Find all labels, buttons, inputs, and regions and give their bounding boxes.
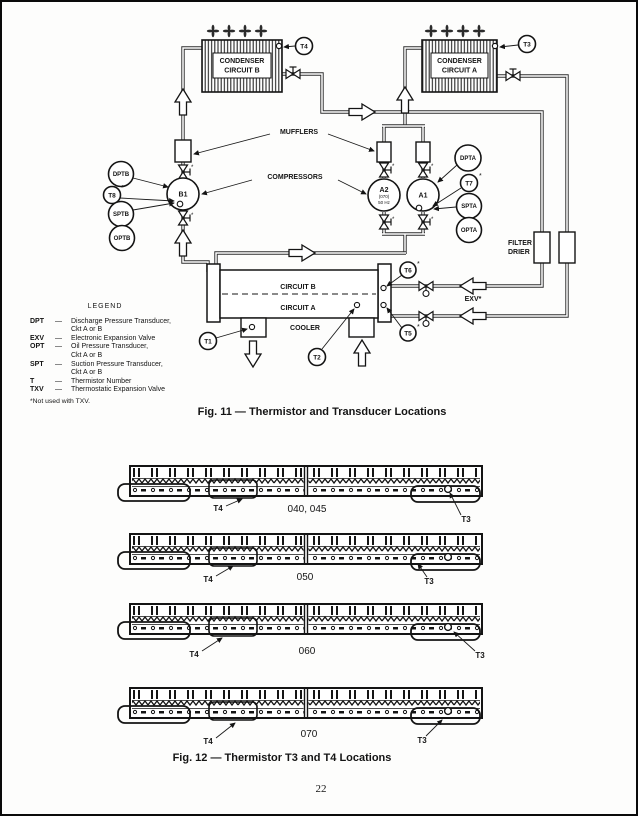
compressor-a2 — [368, 179, 400, 211]
svg-text:OPTA: OPTA — [460, 228, 478, 234]
flow-arrow-icon — [349, 104, 375, 120]
pipe-circuit-a-liquid — [497, 76, 567, 234]
pipe-a-riser — [405, 48, 422, 126]
fan-icon — [425, 25, 437, 37]
muffler-a1 — [416, 142, 430, 162]
legend-row: SPT — Suction Pressure Transducer, — [30, 360, 163, 368]
legend-row-cont: Ckt A or B — [71, 326, 103, 334]
svg-text:*: * — [191, 213, 194, 219]
fan-icon — [473, 25, 485, 37]
flow-arrow-icon — [289, 245, 315, 261]
legend-row: OPT — Oil Pressure Transducer, — [30, 343, 149, 351]
valve-icon — [179, 211, 191, 225]
svg-text:CIRCUIT A: CIRCUIT A — [441, 67, 478, 75]
svg-text:T4: T4 — [300, 43, 308, 51]
filter-drier-a — [559, 232, 575, 263]
legend-row: T — Thermistor Number — [30, 377, 132, 385]
thermistor-t3 — [500, 36, 536, 53]
svg-text:T1: T1 — [204, 338, 212, 346]
legend-row-cont: Ckt A or B — [71, 351, 103, 359]
t3-probe — [492, 43, 497, 48]
svg-text:FILTER: FILTER — [508, 240, 532, 247]
fan-icon — [457, 25, 469, 37]
valve-icon — [419, 163, 431, 177]
flow-arrow-icon — [460, 308, 486, 324]
svg-text:*: * — [392, 217, 395, 223]
svg-text:CIRCUIT B: CIRCUIT B — [224, 67, 260, 75]
svg-text:SPTA: SPTA — [461, 204, 477, 210]
filter-drier-b — [534, 232, 550, 263]
unit-size-label: 070 — [300, 729, 318, 740]
fig12-caption: Fig. 12 — Thermistor T3 and T4 Locations — [172, 752, 392, 764]
exv-valve-icon — [419, 282, 433, 297]
unit-060 — [118, 604, 485, 660]
compressor-a1 — [407, 179, 439, 211]
exv-valve-icon — [419, 312, 433, 327]
svg-text:*: * — [431, 217, 434, 223]
legend-footnote: *Not used with TXV. — [30, 397, 91, 405]
t3-location-label: T3 — [417, 736, 427, 745]
water-in-arrow-icon — [354, 340, 370, 366]
svg-text:COOLER: COOLER — [290, 325, 320, 332]
unit-size-label: 040, 045 — [287, 504, 327, 515]
sensor-sptb — [109, 202, 175, 227]
filter-drier-label — [508, 240, 532, 256]
t4-location-label: T4 — [203, 737, 213, 746]
t3-location-label: T3 — [461, 515, 471, 524]
t2-well — [354, 302, 359, 307]
muffler-b1 — [175, 140, 191, 162]
svg-text:DPTB: DPTB — [112, 172, 130, 178]
flow-arrow-icon — [397, 87, 413, 113]
svg-text:T2: T2 — [313, 354, 321, 362]
legend-row: EXV — Electronic Expansion Valve — [30, 334, 156, 342]
cooler — [207, 264, 391, 337]
svg-text:50 Hz: 50 Hz — [378, 200, 390, 205]
t4-probe — [276, 43, 281, 48]
valve-icon — [380, 163, 392, 177]
fan-icon — [239, 25, 251, 37]
legend-row: TXV — Thermostatic Expansion Valve — [30, 386, 166, 394]
t1-well — [249, 324, 254, 329]
fig11-caption: Fig. 11 — Thermistor and Transducer Locations — [197, 406, 447, 418]
fan-icon — [207, 25, 219, 37]
sensor-t6 — [387, 261, 420, 286]
svg-text:*: * — [121, 185, 124, 192]
svg-text:*: * — [191, 165, 194, 171]
svg-text:COMPRESSORS: COMPRESSORS — [267, 174, 323, 181]
unit-040-045 — [118, 466, 482, 524]
flow-arrow-icon — [460, 278, 486, 294]
svg-text:B1: B1 — [178, 191, 188, 199]
sensor-optb — [110, 226, 135, 251]
svg-text:(070): (070) — [378, 194, 390, 199]
t3-location-label: T3 — [424, 577, 434, 586]
svg-text:T7: T7 — [465, 180, 473, 188]
svg-text:T8: T8 — [108, 192, 116, 200]
svg-text:DRIER: DRIER — [508, 249, 530, 256]
svg-text:*: * — [417, 324, 420, 331]
svg-text:DPTA: DPTA — [460, 156, 476, 162]
svg-text:*: * — [392, 164, 395, 170]
sensor-t5 — [387, 308, 420, 341]
svg-text:A1: A1 — [418, 192, 428, 200]
unit-size-label: 050 — [296, 572, 314, 583]
svg-text:CONDENSER: CONDENSER — [437, 58, 482, 65]
svg-text:CONDENSER: CONDENSER — [219, 58, 265, 65]
water-out-arrow-icon — [245, 341, 261, 367]
svg-text:*: * — [431, 164, 434, 170]
fig12-drawings — [2, 452, 638, 752]
valve-icon — [506, 69, 520, 81]
legend-row: DPT — Discharge Pressure Transducer, — [30, 317, 171, 325]
legend-title: LEGEND — [87, 303, 123, 310]
svg-text:CIRCUIT A: CIRCUIT A — [280, 305, 316, 312]
svg-text:*: * — [479, 173, 482, 180]
valve-icon — [419, 215, 431, 229]
svg-text:T5: T5 — [404, 330, 412, 338]
condenser-circuit-b — [202, 25, 282, 92]
unit-070 — [118, 688, 482, 746]
page-number: 22 — [315, 783, 327, 795]
compressor-b1 — [167, 178, 199, 210]
svg-text:*: * — [417, 261, 420, 268]
sensor-opta — [457, 218, 482, 243]
flow-arrow-icon — [175, 230, 191, 256]
fan-icon — [255, 25, 267, 37]
t4-location-label: T4 — [213, 504, 223, 513]
condenser-circuit-a — [422, 25, 498, 92]
t4-location-label: T4 — [203, 575, 213, 584]
legend-row-cont: Ckt A or B — [71, 369, 103, 377]
unit-050 — [118, 534, 482, 586]
t4-location-label: T4 — [189, 650, 199, 659]
thermistor-t4 — [284, 38, 313, 55]
fan-icon — [223, 25, 235, 37]
valve-icon — [286, 67, 300, 79]
valve-icon — [179, 165, 191, 179]
pipe-a-bottom-manifold — [382, 212, 425, 254]
t5-well — [381, 302, 386, 307]
legend — [30, 303, 230, 407]
fan-icon — [441, 25, 453, 37]
t3-location-label: T3 — [475, 651, 485, 660]
sensor-t8 — [104, 185, 175, 204]
t6-well — [381, 285, 386, 290]
unit-size-label: 060 — [298, 646, 316, 657]
water-inlet-nozzle — [349, 318, 374, 337]
sensor-dptb — [109, 162, 169, 188]
svg-text:A2: A2 — [379, 187, 389, 194]
muffler-a2 — [377, 142, 391, 162]
svg-text:MUFFLERS: MUFFLERS — [279, 129, 319, 136]
svg-text:CIRCUIT B: CIRCUIT B — [280, 284, 316, 291]
sensor-spta — [434, 194, 482, 219]
svg-text:T6: T6 — [404, 267, 412, 275]
svg-text:OPTB: OPTB — [113, 236, 131, 242]
mufflers-label — [194, 129, 374, 154]
exv-label: EXV* — [464, 296, 482, 303]
svg-text:SPTB: SPTB — [112, 212, 130, 218]
valve-icon — [380, 215, 392, 229]
flow-arrow-icon — [175, 89, 191, 115]
compressors-label — [202, 174, 366, 194]
svg-text:T3: T3 — [523, 41, 531, 49]
